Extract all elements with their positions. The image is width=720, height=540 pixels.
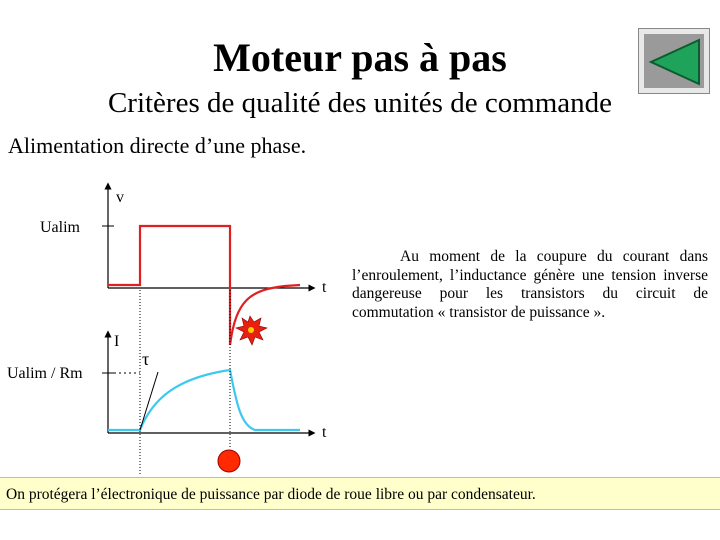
t-label-bottom: t — [322, 424, 327, 441]
i-axis-label: I — [114, 333, 120, 350]
fault-dot — [218, 450, 240, 472]
ualim-label: Ualim — [40, 219, 80, 236]
slide-title: Moteur pas à pas — [213, 35, 507, 80]
previous-slide-button[interactable] — [638, 28, 710, 94]
voltage-curve — [108, 226, 230, 345]
v-axis-label: v — [116, 189, 124, 206]
slide-subtitle: Critères de qualité des unités de commande — [107, 87, 613, 119]
spark-icon — [236, 316, 267, 345]
waveform-diagram — [0, 180, 720, 480]
tau-label: τ — [142, 349, 150, 369]
triangle-left-icon — [647, 37, 703, 87]
t-label-top: t — [322, 279, 327, 296]
section-heading: Alimentation directe d’une phase. — [8, 133, 307, 158]
current-curve — [108, 370, 300, 430]
ualim-rm-label: Ualim / Rm — [7, 365, 83, 382]
voltage-recovery-curve — [230, 285, 300, 345]
footer-note: On protégera l’électronique de puissance par diode de roue libre ou par condensateur. — [0, 477, 720, 510]
tau-tangent — [140, 372, 158, 430]
annotation-text: Au moment de la coupure du courant dans l’enroulement, l’inductance génère une tension inverse dangereuse pour les transistors du circuit de commutation « transistor de puissance ». — [352, 248, 708, 321]
